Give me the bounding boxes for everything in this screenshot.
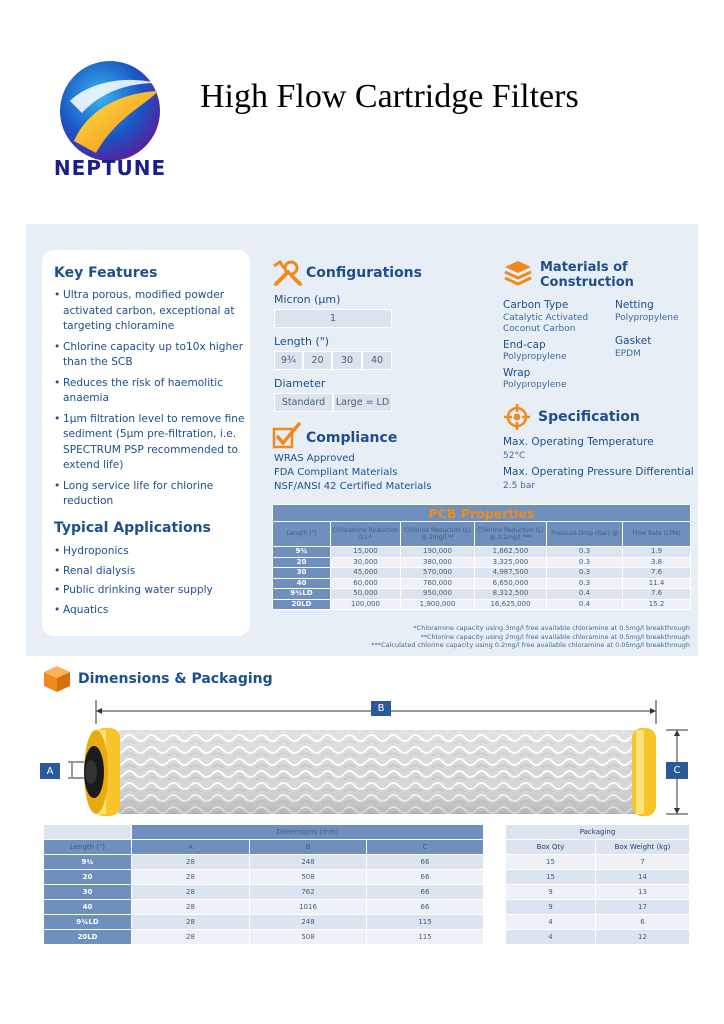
list-item: • Renal dialysis: [54, 564, 246, 579]
table-cell: 950,000: [401, 589, 475, 600]
table-cell: 1016: [250, 900, 367, 915]
materials-heading-line2: Construction: [540, 275, 634, 290]
table-row: [273, 599, 691, 610]
table-cell: 30: [273, 568, 331, 579]
table-cell: 17: [596, 900, 690, 915]
list-item: • Aquatics: [54, 603, 246, 618]
table-cell: 1,662,500: [475, 547, 547, 558]
materials-heading-line1: Materials of: [540, 260, 628, 275]
table-cell: 7: [596, 855, 690, 870]
configurations-heading: Configurations: [306, 265, 422, 281]
diameter-label: Diameter: [274, 377, 326, 390]
micron-label: Micron (μm): [274, 293, 341, 306]
table-cell: 20LD: [44, 930, 132, 945]
compliance-heading: Compliance: [306, 430, 398, 446]
table-cell: 0.3: [547, 578, 623, 589]
pcb-footnotes: [300, 624, 690, 650]
table-row: [273, 557, 691, 568]
target-icon: [503, 403, 531, 431]
table-cell: 20: [273, 557, 331, 568]
diameter-option: Large = LD: [333, 393, 392, 412]
table-cell: 28: [132, 900, 250, 915]
applications-list: [54, 544, 246, 622]
table-row: [273, 578, 691, 589]
column-header: Length ("): [44, 840, 132, 855]
dimension-label-b: B: [371, 701, 391, 716]
table-cell: 508: [250, 870, 367, 885]
table-cell: 380,000: [401, 557, 475, 568]
cartridge-diagram: [36, 696, 696, 820]
table-cell: 28: [132, 855, 250, 870]
end-cap-label: End-cap: [503, 339, 546, 351]
table-cell: 115: [367, 915, 484, 930]
list-item: • Chlorine capacity up to10x higher than the SCB: [54, 340, 246, 371]
column-header: Box Weight (kg): [596, 840, 690, 855]
table-cell: 15: [506, 855, 596, 870]
gasket-label: Gasket: [615, 335, 652, 347]
table-cell: 9: [506, 885, 596, 900]
list-item: • Hydroponics: [54, 544, 246, 559]
table-cell: 190,000: [401, 547, 475, 558]
table-cell: 0.4: [547, 589, 623, 600]
table-cell: 6: [596, 915, 690, 930]
table-cell: 30,000: [331, 557, 401, 568]
column-header: Pressure Drop (Bar) @: [547, 522, 623, 547]
table-cell: 1,900,000: [401, 599, 475, 610]
table-row: [273, 547, 691, 558]
carbon-type-label: Carbon Type: [503, 299, 569, 311]
table-cell: 66: [367, 885, 484, 900]
table-cell: 7.6: [623, 568, 691, 579]
table-cell: 66: [367, 900, 484, 915]
table-cell: 570,000: [401, 568, 475, 579]
brand-name: NEPTUNE: [53, 156, 167, 180]
table-cell: 4: [506, 930, 596, 945]
table-cell: 28: [132, 885, 250, 900]
table-cell: 115: [367, 930, 484, 945]
footnote: *Chloramine capacity using 3mg/l free available chloramine at 0.5mg/l breakthrough: [413, 624, 690, 632]
dimension-label-a: A: [40, 763, 60, 779]
list-item: • Public drinking water supply: [54, 583, 246, 598]
compliance-item: FDA Compliant Materials: [274, 467, 398, 478]
column-header: Box Qty: [506, 840, 596, 855]
table-cell: 1.9: [623, 547, 691, 558]
dimension-label-c: C: [666, 762, 688, 779]
table-row: [44, 900, 484, 915]
table-cell: 0.3: [547, 547, 623, 558]
key-features-heading: Key Features: [54, 265, 158, 281]
table-cell: 20LD: [273, 599, 331, 610]
column-header: Flow Rate (LPM): [623, 522, 691, 547]
column-header: B: [250, 840, 367, 855]
table-cell: 248: [250, 855, 367, 870]
table-cell: 9: [506, 900, 596, 915]
table-cell: 13: [596, 885, 690, 900]
table-row: [44, 915, 484, 930]
table-row: [44, 885, 484, 900]
table-cell: 14: [596, 870, 690, 885]
table-cell: 30: [44, 885, 132, 900]
table-cell: 760,000: [401, 578, 475, 589]
table-row: [44, 930, 484, 945]
page-title: High Flow Cartridge Filters: [200, 78, 579, 115]
table-cell: 15: [506, 870, 596, 885]
carbon-type-value: Catalytic Activated: [503, 313, 589, 323]
table-cell: 50,000: [331, 589, 401, 600]
dimensions-packaging-heading: Dimensions & Packaging: [78, 671, 273, 687]
list-item: • Long service life for chlorine reduction: [54, 479, 246, 510]
packaging-table: [505, 824, 690, 945]
table-cell: 66: [367, 855, 484, 870]
max-pressure-label: Max. Operating Pressure Differential: [503, 466, 694, 478]
max-pressure-value: 2.5 bar: [503, 481, 536, 491]
footnote: **Chlorine capacity using 2mg/l free available chloramine at 0.5mg/l breakthrough: [420, 632, 690, 641]
list-item: • 1μm filtration level to remove fine sediment (5μm pre-filtration, i.e. SPECTRUM PSP recommended to extend life): [54, 412, 246, 474]
packaging-group-header: Packaging: [506, 825, 690, 840]
list-item: • Ultra porous, modified powder activated carbon, exceptional at targeting chloramine: [54, 288, 246, 335]
end-cap-value: Polypropylene: [503, 352, 567, 362]
table-cell: 508: [250, 930, 367, 945]
column-header: A: [132, 840, 250, 855]
max-temp-label: Max. Operating Temperature: [503, 436, 654, 448]
table-cell: 3,325,000: [475, 557, 547, 568]
table-cell: 8,312,500: [475, 589, 547, 600]
table-cell: 3.8: [623, 557, 691, 568]
table-cell: 20: [44, 870, 132, 885]
table-row: [506, 900, 690, 915]
column-header: Chlorine Reduction (L) @ 2mg/l **: [401, 522, 475, 547]
diameter-option: Standard: [274, 393, 333, 412]
length-option: 20: [303, 351, 332, 370]
table-cell: 15.2: [623, 599, 691, 610]
length-option: 30: [332, 351, 362, 370]
pcb-properties-table: [272, 504, 691, 610]
typical-applications-heading: Typical Applications: [54, 520, 211, 536]
table-cell: 762: [250, 885, 367, 900]
table-cell: 6,650,000: [475, 578, 547, 589]
footnote: ***Calculated chlorine capacity using 0.2mg/l free available chloramine at 0.05mg/l breakthrough: [371, 641, 690, 649]
gasket-value: EPDM: [615, 349, 641, 359]
table-cell: 60,000: [331, 578, 401, 589]
table-cell: 28: [132, 930, 250, 945]
table-cell: 9¾: [273, 547, 331, 558]
table-cell: 100,000: [331, 599, 401, 610]
table-cell: 28: [132, 915, 250, 930]
compliance-item: NSF/ANSI 42 Certified Materials: [274, 481, 432, 492]
column-header: C: [367, 840, 484, 855]
table-row: [273, 568, 691, 579]
table-cell: 4: [506, 915, 596, 930]
table-cell: 40: [44, 900, 132, 915]
table-cell: 28: [132, 870, 250, 885]
carbon-type-value: Coconut Carbon: [503, 324, 576, 334]
dimensions-table: [43, 824, 484, 945]
dimensions-group-header: Dimensions (mm): [132, 825, 484, 840]
table-cell: 9¾LD: [44, 915, 132, 930]
table-cell: 16,625,000: [475, 599, 547, 610]
table-cell: 0.4: [547, 599, 623, 610]
table-cell: 45,000: [331, 568, 401, 579]
table-row: [44, 855, 484, 870]
checkbox-icon: [272, 422, 302, 450]
table-row: [506, 915, 690, 930]
table-cell: 15,000: [331, 547, 401, 558]
length-label: Length ("): [274, 335, 330, 348]
micron-value: 1: [274, 309, 392, 328]
table-cell: 248: [250, 915, 367, 930]
table-row: [506, 870, 690, 885]
column-header: Length ("): [273, 522, 331, 547]
wrap-label: Wrap: [503, 367, 531, 379]
netting-label: Netting: [615, 299, 654, 311]
table-cell: 66: [367, 870, 484, 885]
table-row: [506, 930, 690, 945]
list-item: • Reduces the risk of haemolitic anaemia: [54, 376, 246, 407]
pcb-title: PCB Properties: [273, 505, 691, 522]
table-cell: 11.4: [623, 578, 691, 589]
key-features-list: [54, 288, 246, 515]
table-row: [44, 870, 484, 885]
column-header: Chlorine Reduction (L) @ 0.2mg/l ***: [475, 522, 547, 547]
table-cell: 0.3: [547, 557, 623, 568]
compliance-item: WRAS Approved: [274, 453, 355, 464]
wrap-value: Polypropylene: [503, 380, 567, 390]
layers-icon: [503, 259, 533, 287]
max-temp-value: 52°C: [503, 451, 526, 461]
netting-value: Polypropylene: [615, 313, 679, 323]
table-cell: 0.3: [547, 568, 623, 579]
column-header: Chloramine Reduction (L) *: [331, 522, 401, 547]
table-cell: 12: [596, 930, 690, 945]
table-row: [506, 885, 690, 900]
table-row: [273, 589, 691, 600]
length-option: 40: [362, 351, 392, 370]
specification-heading: Specification: [538, 409, 640, 425]
table-row: [506, 855, 690, 870]
table-cell: 7.6: [623, 589, 691, 600]
table-cell: 9¾LD: [273, 589, 331, 600]
table-cell: 4,987,500: [475, 568, 547, 579]
tools-icon: [272, 260, 302, 288]
table-cell: 9¾: [44, 855, 132, 870]
length-option: 9¾: [274, 351, 303, 370]
box-icon: [40, 662, 74, 694]
table-cell: 40: [273, 578, 331, 589]
